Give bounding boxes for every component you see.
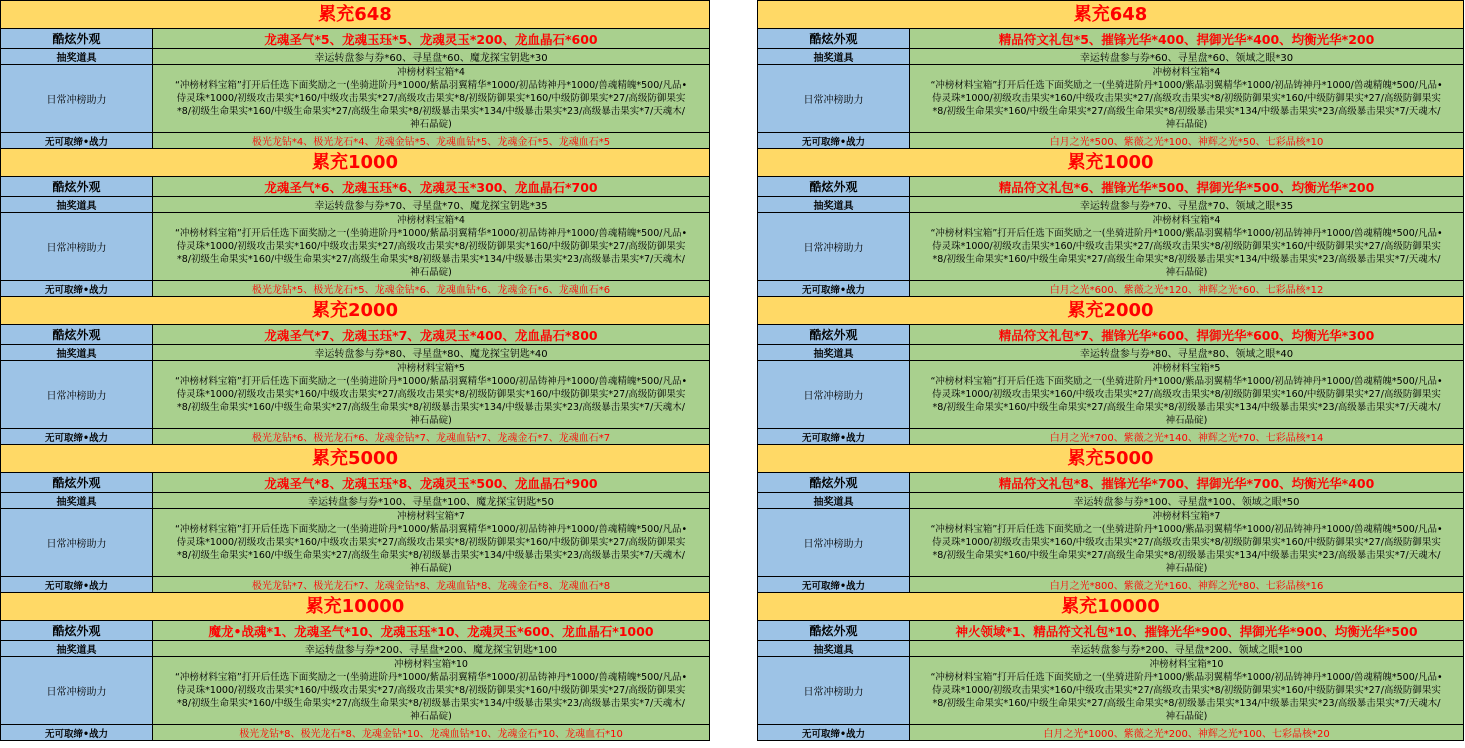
daily-label: 日常冲榜助力 — [758, 657, 910, 725]
chest-desc-line: *8/初级生命果实*160/中级生命果实*27/高级生命果实*8/初级暴击果实*134/中级暴击果实*23/高级暴击果实*7/天魂木/ — [177, 550, 685, 561]
chest-desc-line: 侍灵珠*1000/初级攻击果实*160/中级攻击果实*27/高级攻击果实*8/初级防御果实*160/中级防御果实*27/高级防御果实 — [932, 389, 1441, 400]
chest-desc-line: 侍灵珠*1000/初级攻击果实*160/中级攻击果实*27/高级攻击果实*8/初级防御果实*160/中级防御果实*27/高级防御果实 — [176, 389, 686, 400]
tier-title: 累充5000 — [1, 445, 710, 473]
daily-rewards — [153, 65, 710, 133]
power-label: 无可取缔•战力 — [1, 725, 153, 741]
column-gap — [712, 0, 756, 748]
chest-desc-line: “冲榜材料宝箱”打开后任选下面奖励之一(坐骑进阶丹*1000/紫晶羽翼精华*1000/初品铸神丹*1000/兽魂精魄*500/凡品• — [174, 80, 688, 91]
power-label: 无可取缔•战力 — [1, 133, 153, 149]
look-rewards: 精品符文礼包*7、摧锋光华*600、捍御光华*600、均衡光华*300 — [910, 325, 1464, 345]
power-rewards: 极光龙钻*8、极光龙石*8、龙魂金钻*10、龙魂血钻*10、龙魂金石*10、龙魂血石*10 — [153, 725, 710, 741]
look-rewards: 龙魂圣气*7、龙魂玉珏*7、龙魂灵玉*400、龙血晶石*800 — [153, 325, 710, 345]
draw-row — [758, 641, 1464, 657]
draw-rewards: 幸运转盘参与券*100、寻星盘*100、魔龙探宝钥匙*50 — [153, 493, 710, 509]
look-label: 酷炫外观 — [1, 621, 153, 641]
look-label: 酷炫外观 — [758, 473, 910, 493]
tier-title: 累充2000 — [758, 297, 1464, 325]
tier-header-row — [758, 593, 1464, 621]
look-label: 酷炫外观 — [758, 325, 910, 345]
chest-desc-line: *8/初级生命果实*160/中级生命果实*27/高级生命果实*8/初级暴击果实*134/中级暴击果实*23/高级暴击果实*7/天魂木/ — [177, 106, 685, 117]
daily-label: 日常冲榜助力 — [758, 65, 910, 133]
look-row — [758, 325, 1464, 345]
daily-rewards — [910, 361, 1464, 429]
daily-row — [1, 213, 710, 281]
chest-desc-line: *8/初级生命果实*160/中级生命果实*27/高级生命果实*8/初级暴击果实*134/中级暴击果实*23/高级暴击果实*7/天魂木/ — [177, 254, 685, 265]
look-rewards: 龙魂圣气*5、龙魂玉珏*5、龙魂灵玉*200、龙血晶石*600 — [153, 29, 710, 49]
chest-count: 冲榜材料宝箱*4 — [1152, 215, 1221, 226]
power-row — [1, 429, 710, 445]
chest-desc-line: *8/初级生命果实*160/中级生命果实*27/高级生命果实*8/初级暴击果实*134/中级暴击果实*23/高级暴击果实*7/天魂木/ — [932, 106, 1441, 117]
chest-desc-line: 侍灵珠*1000/初级攻击果实*160/中级攻击果实*27/高级攻击果实*8/初级防御果实*160/中级防御果实*27/高级防御果实 — [176, 685, 686, 696]
tier-header-row — [1, 297, 710, 325]
look-row — [1, 325, 710, 345]
daily-row — [1, 509, 710, 577]
power-label: 无可取缔•战力 — [758, 725, 910, 741]
draw-label: 抽奖道具 — [1, 197, 153, 213]
power-rewards: 白月之光*1000、紫薇之光*200、神辉之光*100、七彩晶核*20 — [910, 725, 1464, 741]
daily-rewards — [910, 213, 1464, 281]
chest-desc-line: “冲榜材料宝箱”打开后任选下面奖励之一(坐骑进阶丹*1000/紫晶羽翼精华*1000/初品铸神丹*1000/兽魂精魄*500/凡品• — [930, 80, 1443, 91]
daily-row — [758, 213, 1464, 281]
chest-desc-line: *8/初级生命果实*160/中级生命果实*27/高级生命果实*8/初级暴击果实*134/中级暴击果实*23/高级暴击果实*7/天魂木/ — [932, 550, 1441, 561]
daily-row — [1, 361, 710, 429]
tier-header-row — [1, 445, 710, 473]
draw-row — [758, 49, 1464, 65]
daily-label: 日常冲榜助力 — [1, 361, 153, 429]
draw-rewards: 幸运转盘参与券*200、寻星盘*200、领域之眼*100 — [910, 641, 1464, 657]
power-label: 无可取缔•战力 — [758, 281, 910, 297]
tier-title: 累充648 — [1, 1, 710, 29]
chest-desc-line: 侍灵珠*1000/初级攻击果实*160/中级攻击果实*27/高级攻击果实*8/初级防御果实*160/中级防御果实*27/高级防御果实 — [176, 537, 686, 548]
power-row — [758, 133, 1464, 149]
chest-desc-line: 神石晶碇) — [410, 563, 452, 574]
daily-rewards — [153, 509, 710, 577]
tier-title: 累充648 — [758, 1, 1464, 29]
daily-label: 日常冲榜助力 — [758, 361, 910, 429]
chest-desc-line: 神石晶碇) — [410, 119, 452, 130]
draw-row — [758, 345, 1464, 361]
look-label: 酷炫外观 — [758, 177, 910, 197]
chest-desc-line: 神石晶碇) — [410, 267, 452, 278]
draw-rewards: 幸运转盘参与券*80、寻星盘*80、领域之眼*40 — [910, 345, 1464, 361]
chest-desc-line: 神石晶碇) — [1165, 267, 1208, 278]
tier-header-row — [1, 149, 710, 177]
draw-label: 抽奖道具 — [758, 493, 910, 509]
draw-row — [1, 493, 710, 509]
power-row — [1, 133, 710, 149]
chest-desc-line: 侍灵珠*1000/初级攻击果实*160/中级攻击果实*27/高级攻击果实*8/初级防御果实*160/中级防御果实*27/高级防御果实 — [932, 685, 1441, 696]
power-label: 无可取缔•战力 — [758, 577, 910, 593]
power-rewards: 白月之光*600、紫薇之光*120、神辉之光*60、七彩晶核*12 — [910, 281, 1464, 297]
daily-row — [1, 65, 710, 133]
tier-title: 累充10000 — [1, 593, 710, 621]
tier-header-row — [758, 1, 1464, 29]
power-rewards: 极光龙钻*4、极光龙石*4、龙魂金钻*5、龙魂血钻*5、龙魂金石*5、龙魂血石*5 — [153, 133, 710, 149]
power-rewards: 白月之光*700、紫薇之光*140、神辉之光*70、七彩晶核*14 — [910, 429, 1464, 445]
reward-table-left — [0, 0, 710, 741]
power-row — [1, 281, 710, 297]
chest-desc-line: *8/初级生命果实*160/中级生命果实*27/高级生命果实*8/初级暴击果实*134/中级暴击果实*23/高级暴击果实*7/天魂木/ — [932, 402, 1441, 413]
look-rewards: 龙魂圣气*6、龙魂玉珏*6、龙魂灵玉*300、龙血晶石*700 — [153, 177, 710, 197]
tier-header-row — [1, 1, 710, 29]
daily-row — [758, 509, 1464, 577]
draw-row — [1, 345, 710, 361]
chest-desc-line: “冲榜材料宝箱”打开后任选下面奖励之一(坐骑进阶丹*1000/紫晶羽翼精华*1000/初品铸神丹*1000/兽魂精魄*500/凡品• — [930, 376, 1443, 387]
power-row — [758, 577, 1464, 593]
look-label: 酷炫外观 — [1, 473, 153, 493]
daily-rewards — [153, 657, 710, 725]
chest-desc-line: 侍灵珠*1000/初级攻击果实*160/中级攻击果实*27/高级攻击果实*8/初级防御果实*160/中级防御果实*27/高级防御果实 — [932, 241, 1441, 252]
chest-count: 冲榜材料宝箱*4 — [1152, 67, 1221, 78]
power-rewards: 极光龙钻*6、极光龙石*6、龙魂金钻*7、龙魂血钻*7、龙魂金石*7、龙魂血石*7 — [153, 429, 710, 445]
draw-rewards: 幸运转盘参与券*60、寻星盘*60、魔龙探宝钥匙*30 — [153, 49, 710, 65]
daily-label: 日常冲榜助力 — [758, 509, 910, 577]
look-label: 酷炫外观 — [1, 177, 153, 197]
look-rewards: 魔龙•战魂*1、龙魂圣气*10、龙魂玉珏*10、龙魂灵玉*600、龙血晶石*1000 — [153, 621, 710, 641]
draw-label: 抽奖道具 — [1, 49, 153, 65]
power-row — [1, 577, 710, 593]
draw-rewards: 幸运转盘参与券*80、寻星盘*80、魔龙探宝钥匙*40 — [153, 345, 710, 361]
daily-row — [758, 361, 1464, 429]
reward-table-right — [757, 0, 1464, 741]
power-label: 无可取缔•战力 — [758, 133, 910, 149]
draw-row — [1, 641, 710, 657]
chest-desc-line: “冲榜材料宝箱”打开后任选下面奖励之一(坐骑进阶丹*1000/紫晶羽翼精华*1000/初品铸神丹*1000/兽魂精魄*500/凡品• — [174, 228, 688, 239]
chest-desc-line: 侍灵珠*1000/初级攻击果实*160/中级攻击果实*27/高级攻击果实*8/初级防御果实*160/中级防御果实*27/高级防御果实 — [932, 93, 1441, 104]
chest-desc-line: *8/初级生命果实*160/中级生命果实*27/高级生命果实*8/初级暴击果实*134/中级暴击果实*23/高级暴击果实*7/天魂木/ — [932, 254, 1441, 265]
look-rewards: 精品符文礼包*8、摧锋光华*700、捍御光华*700、均衡光华*400 — [910, 473, 1464, 493]
chest-desc-line: 侍灵珠*1000/初级攻击果实*160/中级攻击果实*27/高级攻击果实*8/初级防御果实*160/中级防御果实*27/高级防御果实 — [176, 93, 686, 104]
power-label: 无可取缔•战力 — [1, 281, 153, 297]
look-row — [758, 29, 1464, 49]
draw-rewards: 幸运转盘参与券*70、寻星盘*70、魔龙探宝钥匙*35 — [153, 197, 710, 213]
chest-desc-line: 神石晶碇) — [410, 711, 452, 722]
daily-rewards — [910, 65, 1464, 133]
power-label: 无可取缔•战力 — [1, 577, 153, 593]
power-row — [758, 725, 1464, 741]
draw-row — [758, 493, 1464, 509]
draw-rewards: 幸运转盘参与券*100、寻星盘*100、领域之眼*50 — [910, 493, 1464, 509]
power-rewards: 白月之光*800、紫薇之光*160、神辉之光*80、七彩晶核*16 — [910, 577, 1464, 593]
tier-title: 累充1000 — [758, 149, 1464, 177]
daily-row — [758, 65, 1464, 133]
daily-label: 日常冲榜助力 — [1, 657, 153, 725]
power-rewards: 白月之光*500、紫薇之光*100、神辉之光*50、七彩晶核*10 — [910, 133, 1464, 149]
draw-label: 抽奖道具 — [1, 493, 153, 509]
daily-rewards — [910, 657, 1464, 725]
look-rewards: 神火领域*1、精品符文礼包*10、摧锋光华*900、捍御光华*900、均衡光华*500 — [910, 621, 1464, 641]
tier-title: 累充10000 — [758, 593, 1464, 621]
daily-rewards — [153, 213, 710, 281]
chest-desc-line: 神石晶碇) — [1165, 711, 1208, 722]
look-row — [758, 473, 1464, 493]
chest-desc-line: “冲榜材料宝箱”打开后任选下面奖励之一(坐骑进阶丹*1000/紫晶羽翼精华*1000/初品铸神丹*1000/兽魂精魄*500/凡品• — [174, 524, 688, 535]
look-rewards: 精品符文礼包*6、摧锋光华*500、捍御光华*500、均衡光华*200 — [910, 177, 1464, 197]
draw-label: 抽奖道具 — [1, 641, 153, 657]
look-label: 酷炫外观 — [758, 621, 910, 641]
power-label: 无可取缔•战力 — [758, 429, 910, 445]
chest-count: 冲榜材料宝箱*5 — [1152, 363, 1221, 374]
chest-count: 冲榜材料宝箱*7 — [397, 511, 465, 522]
chest-count: 冲榜材料宝箱*10 — [394, 659, 468, 670]
look-row — [1, 29, 710, 49]
daily-label: 日常冲榜助力 — [1, 509, 153, 577]
chest-desc-line: “冲榜材料宝箱”打开后任选下面奖励之一(坐骑进阶丹*1000/紫晶羽翼精华*1000/初品铸神丹*1000/兽魂精魄*500/凡品• — [174, 376, 688, 387]
daily-rewards — [153, 361, 710, 429]
chest-count: 冲榜材料宝箱*7 — [1152, 511, 1221, 522]
chest-desc-line: 神石晶碇) — [1165, 563, 1208, 574]
tier-header-row — [758, 149, 1464, 177]
chest-count: 冲榜材料宝箱*10 — [1149, 659, 1224, 670]
draw-label: 抽奖道具 — [758, 641, 910, 657]
draw-label: 抽奖道具 — [758, 345, 910, 361]
look-row — [1, 473, 710, 493]
look-label: 酷炫外观 — [1, 29, 153, 49]
daily-label: 日常冲榜助力 — [1, 213, 153, 281]
tier-title: 累充2000 — [1, 297, 710, 325]
draw-label: 抽奖道具 — [758, 197, 910, 213]
tier-header-row — [758, 297, 1464, 325]
chest-desc-line: *8/初级生命果实*160/中级生命果实*27/高级生命果实*8/初级暴击果实*134/中级暴击果实*23/高级暴击果实*7/天魂木/ — [932, 698, 1441, 709]
chest-desc-line: “冲榜材料宝箱”打开后任选下面奖励之一(坐骑进阶丹*1000/紫晶羽翼精华*1000/初品铸神丹*1000/兽魂精魄*500/凡品• — [930, 228, 1443, 239]
tier-header-row — [758, 445, 1464, 473]
look-row — [758, 621, 1464, 641]
chest-count: 冲榜材料宝箱*4 — [397, 67, 465, 78]
chest-desc-line: 神石晶碇) — [410, 415, 452, 426]
look-row — [758, 177, 1464, 197]
look-label: 酷炫外观 — [1, 325, 153, 345]
draw-rewards: 幸运转盘参与券*70、寻星盘*70、领域之眼*35 — [910, 197, 1464, 213]
look-label: 酷炫外观 — [758, 29, 910, 49]
power-rewards: 极光龙钻*5、极光龙石*5、龙魂金钻*6、龙魂血钻*6、龙魂金石*6、龙魂血石*6 — [153, 281, 710, 297]
draw-label: 抽奖道具 — [758, 49, 910, 65]
chest-desc-line: *8/初级生命果实*160/中级生命果实*27/高级生命果实*8/初级暴击果实*134/中级暴击果实*23/高级暴击果实*7/天魂木/ — [177, 402, 685, 413]
chest-count: 冲榜材料宝箱*4 — [397, 215, 465, 226]
look-row — [1, 177, 710, 197]
daily-label: 日常冲榜助力 — [758, 213, 910, 281]
tier-header-row — [1, 593, 710, 621]
power-row — [1, 725, 710, 741]
draw-rewards: 幸运转盘参与券*200、寻星盘*200、魔龙探宝钥匙*100 — [153, 641, 710, 657]
chest-desc-line: “冲榜材料宝箱”打开后任选下面奖励之一(坐骑进阶丹*1000/紫晶羽翼精华*1000/初品铸神丹*1000/兽魂精魄*500/凡品• — [174, 672, 688, 683]
look-rewards: 龙魂圣气*8、龙魂玉珏*8、龙魂灵玉*500、龙血晶石*900 — [153, 473, 710, 493]
chest-desc-line: 侍灵珠*1000/初级攻击果实*160/中级攻击果实*27/高级攻击果实*8/初级防御果实*160/中级防御果实*27/高级防御果实 — [176, 241, 686, 252]
chest-desc-line: 神石晶碇) — [1165, 415, 1208, 426]
chest-desc-line: *8/初级生命果实*160/中级生命果实*27/高级生命果实*8/初级暴击果实*134/中级暴击果实*23/高级暴击果实*7/天魂木/ — [177, 698, 685, 709]
draw-row — [1, 197, 710, 213]
draw-rewards: 幸运转盘参与券*60、寻星盘*60、领域之眼*30 — [910, 49, 1464, 65]
power-row — [758, 429, 1464, 445]
look-row — [1, 621, 710, 641]
chest-desc-line: 神石晶碇) — [1165, 119, 1208, 130]
tier-title: 累充1000 — [1, 149, 710, 177]
look-rewards: 精品符文礼包*5、摧锋光华*400、捍御光华*400、均衡光华*200 — [910, 29, 1464, 49]
daily-rewards — [910, 509, 1464, 577]
daily-row — [1, 657, 710, 725]
draw-label: 抽奖道具 — [1, 345, 153, 361]
power-rewards: 极光龙钻*7、极光龙石*7、龙魂金钻*8、龙魂血钻*8、龙魂金石*8、龙魂血石*8 — [153, 577, 710, 593]
chest-desc-line: “冲榜材料宝箱”打开后任选下面奖励之一(坐骑进阶丹*1000/紫晶羽翼精华*1000/初品铸神丹*1000/兽魂精魄*500/凡品• — [930, 524, 1443, 535]
power-row — [758, 281, 1464, 297]
power-label: 无可取缔•战力 — [1, 429, 153, 445]
daily-row — [758, 657, 1464, 725]
daily-label: 日常冲榜助力 — [1, 65, 153, 133]
chest-count: 冲榜材料宝箱*5 — [397, 363, 465, 374]
chest-desc-line: “冲榜材料宝箱”打开后任选下面奖励之一(坐骑进阶丹*1000/紫晶羽翼精华*1000/初品铸神丹*1000/兽魂精魄*500/凡品• — [930, 672, 1443, 683]
draw-row — [1, 49, 710, 65]
tier-title: 累充5000 — [758, 445, 1464, 473]
chest-desc-line: 侍灵珠*1000/初级攻击果实*160/中级攻击果实*27/高级攻击果实*8/初级防御果实*160/中级防御果实*27/高级防御果实 — [932, 537, 1441, 548]
draw-row — [758, 197, 1464, 213]
